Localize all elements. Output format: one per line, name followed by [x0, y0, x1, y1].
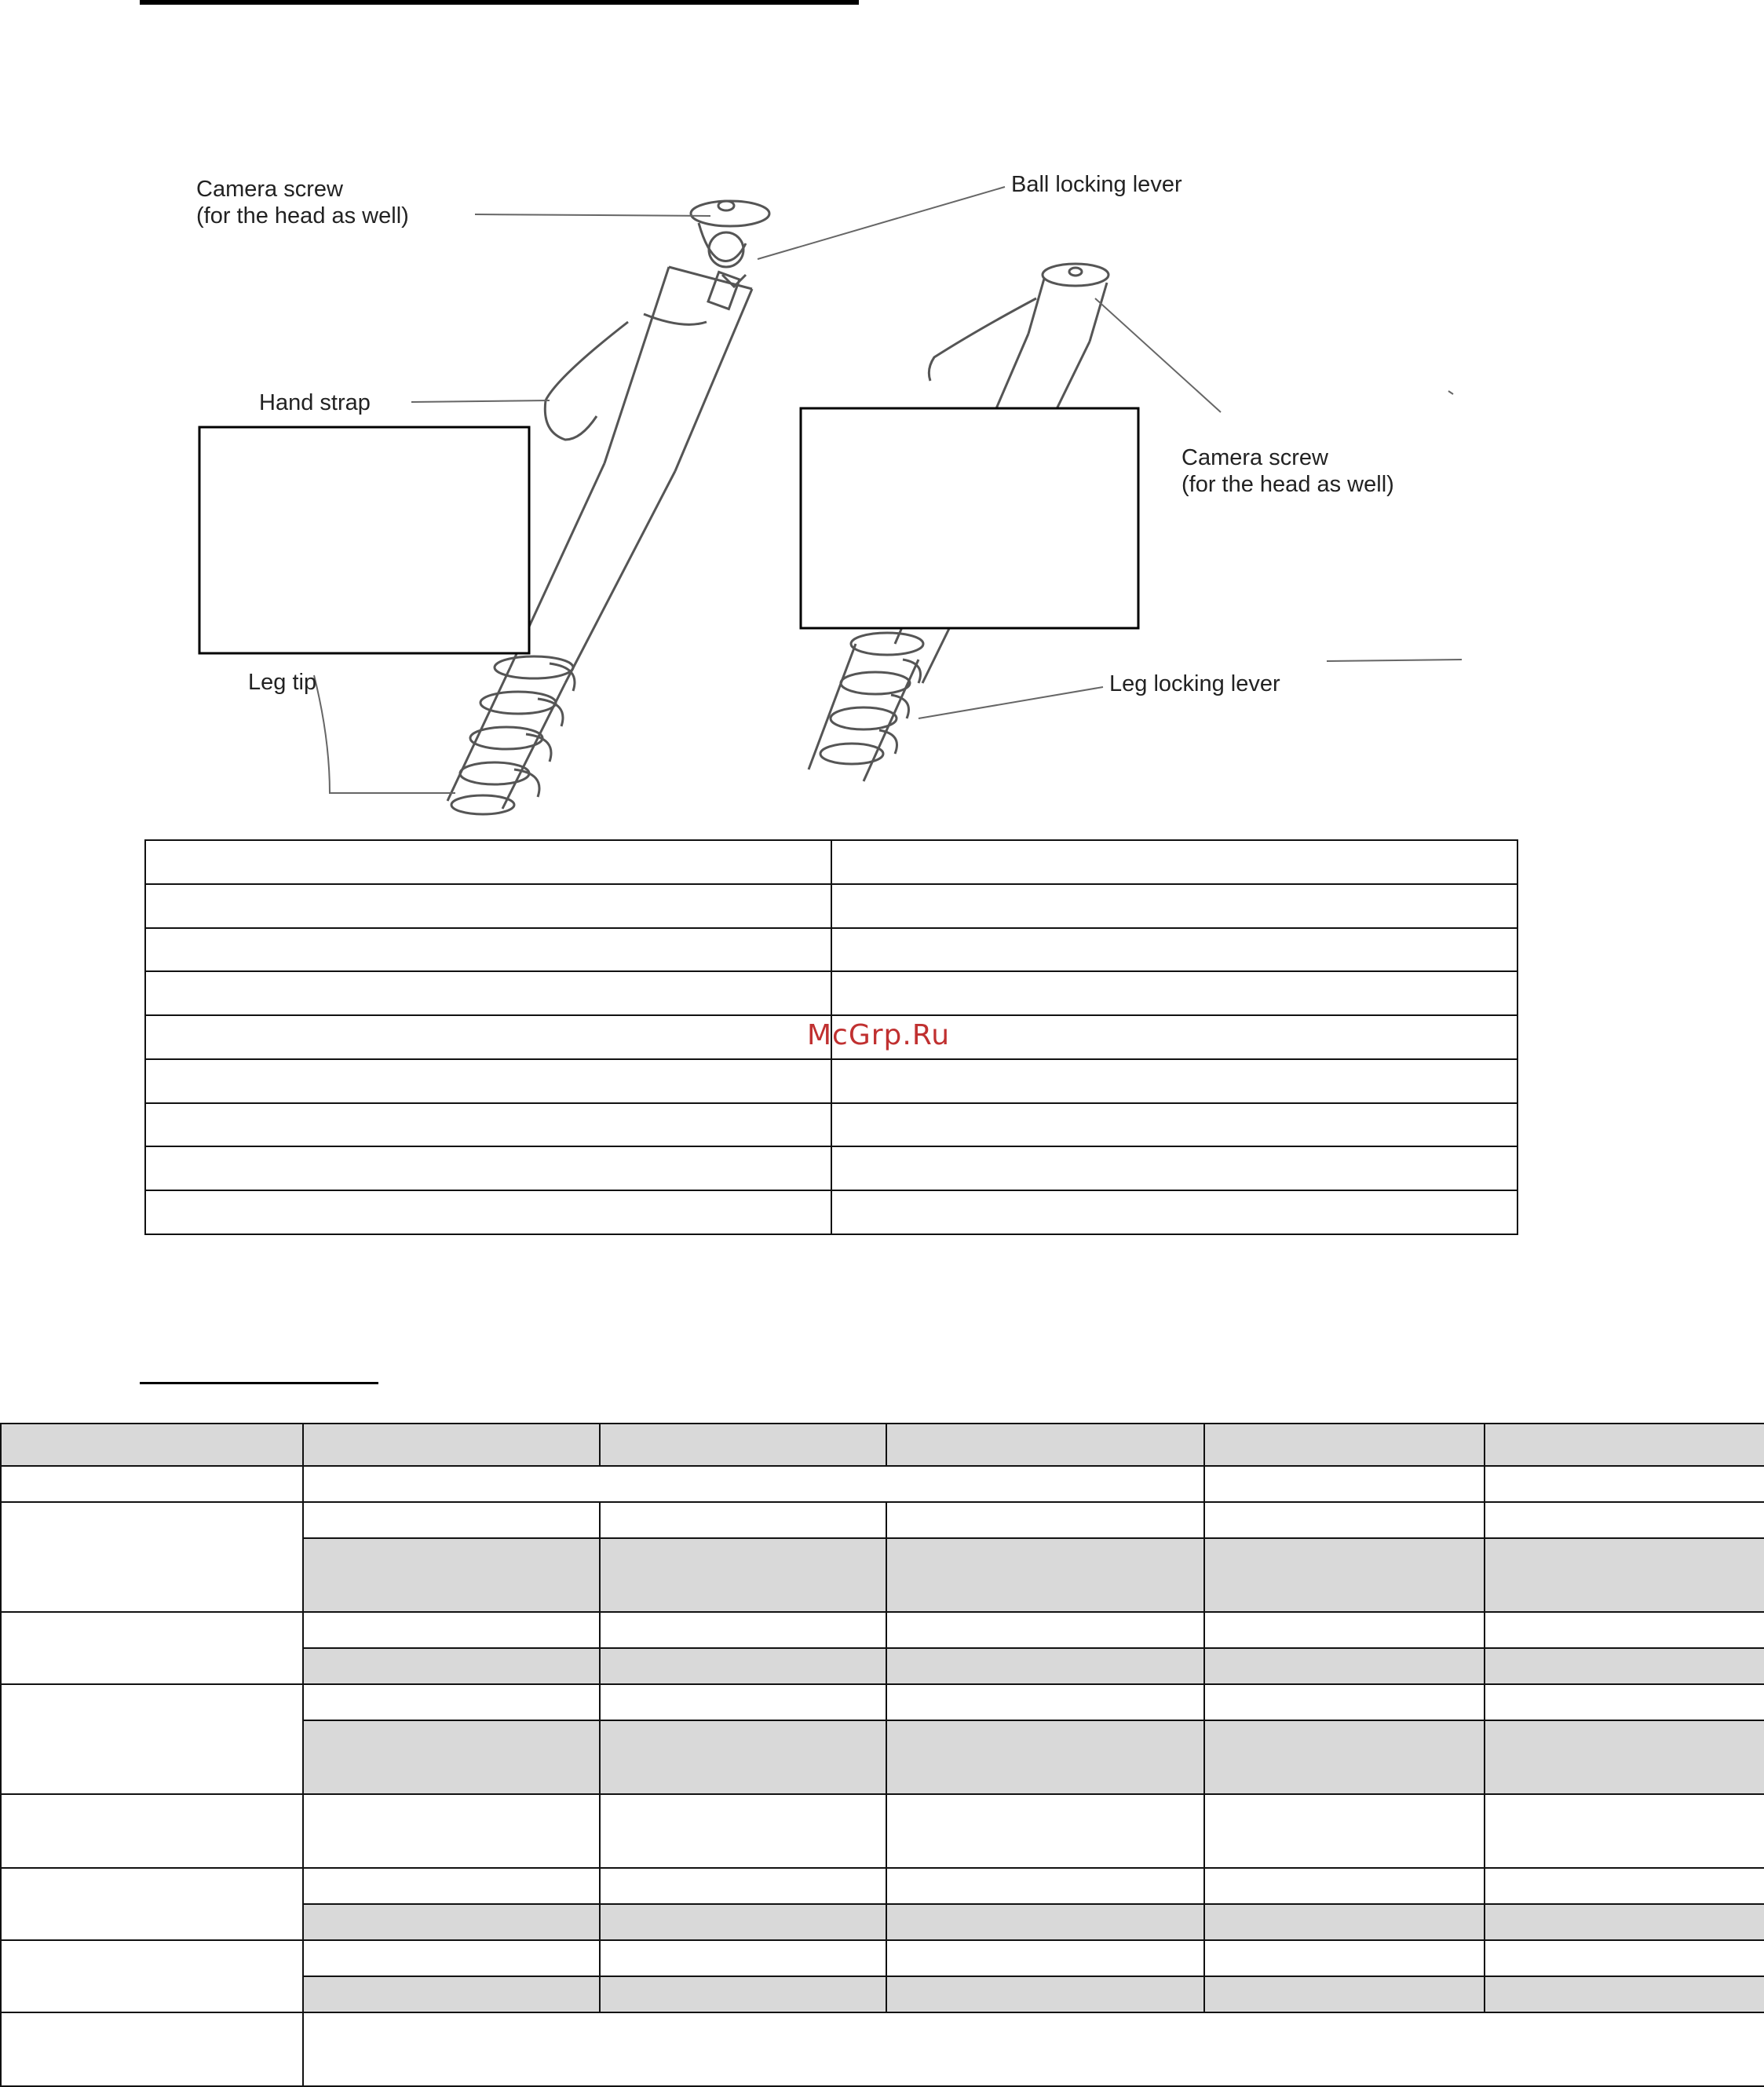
label-camera-screw-left-line2: (for the head as well)	[196, 203, 409, 228]
label-leg-tip: Leg tip	[248, 670, 317, 695]
label-camera-screw-left-line1: Camera screw	[196, 177, 343, 202]
table-row	[1, 1612, 1764, 1648]
table-row	[145, 1103, 1517, 1147]
table-row	[1, 1868, 1764, 1904]
table-row	[145, 1059, 1517, 1103]
table-row	[1, 1794, 1764, 1868]
table-row	[1, 1502, 1764, 1538]
table-row	[145, 971, 1517, 1015]
specifications-table	[0, 1423, 1764, 2087]
table-row	[145, 928, 1517, 972]
table-row	[1, 1466, 1764, 1502]
table-row	[145, 1190, 1517, 1234]
label-leg-locking-lever: Leg locking lever	[1109, 671, 1280, 696]
blank-box-right	[801, 408, 1138, 628]
label-hand-strap: Hand strap	[259, 390, 371, 415]
table-row	[145, 884, 1517, 928]
label-camera-screw-right-line1: Camera screw	[1181, 445, 1328, 470]
table-row	[1, 1940, 1764, 1976]
blank-box-left	[199, 427, 529, 653]
label-ball-locking-lever: Ball locking lever	[1011, 172, 1182, 197]
table-row	[1, 1684, 1764, 1720]
label-camera-screw-right-line2: (for the head as well)	[1181, 472, 1394, 497]
table-row	[145, 840, 1517, 884]
table-header-row	[1, 1424, 1764, 1466]
watermark: McGrp.Ru	[807, 1019, 951, 1051]
top-heading-rule	[140, 0, 859, 5]
table-row	[145, 1146, 1517, 1190]
table-row	[1, 2012, 1764, 2086]
monopod-diagram	[0, 141, 1764, 817]
section-heading-rule	[140, 1382, 378, 1384]
